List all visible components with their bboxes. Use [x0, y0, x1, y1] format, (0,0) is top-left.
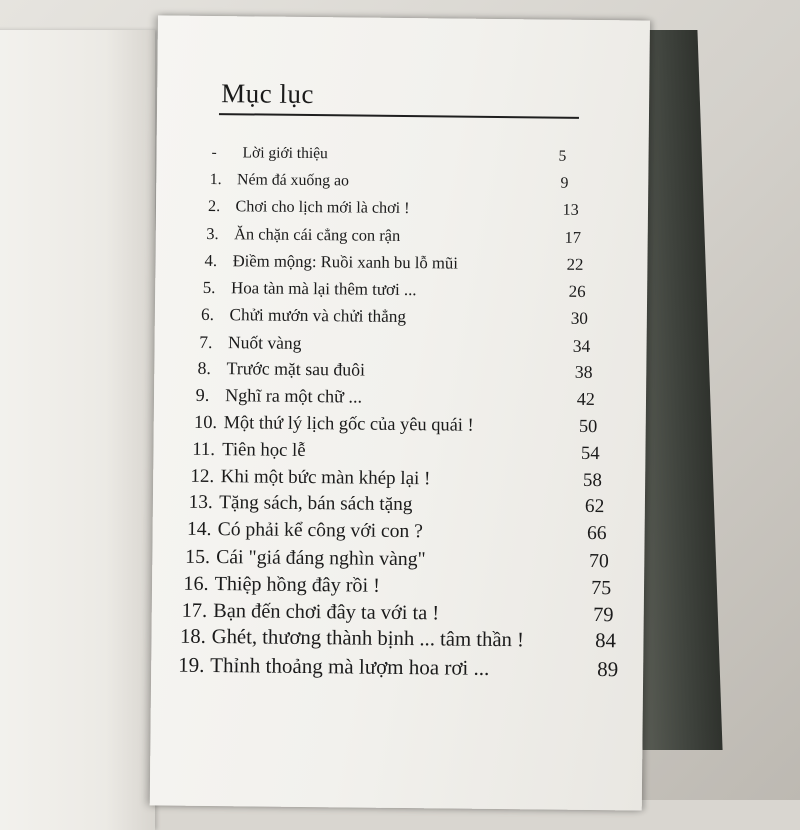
toc-entry-title: Khi một bức màn khép lại !: [220, 465, 431, 489]
toc-entry-page-number: 79: [593, 603, 614, 626]
toc-entry-number: 4.: [204, 251, 218, 271]
facing-page: [0, 30, 155, 830]
toc-entry-page-number: 34: [572, 335, 591, 356]
toc-entry-page-number: 26: [568, 281, 586, 301]
toc-entry-number: 19.: [178, 652, 205, 678]
toc-entry-page-number: 70: [588, 549, 609, 573]
page-title: Mục lục: [221, 78, 315, 110]
toc-entry-page-number: 54: [580, 442, 600, 464]
toc-entry-number: 1.: [209, 170, 222, 188]
toc-entry-title: Tiên học lễ: [222, 438, 306, 461]
toc-entry-number: 12.: [190, 465, 215, 487]
toc-entry-page-number: 84: [595, 630, 616, 653]
toc-entry-number: 3.: [206, 224, 219, 244]
title-underline: [219, 113, 579, 119]
toc-entry-number: 13.: [188, 492, 213, 514]
toc-entry-page-number: 5: [558, 147, 567, 165]
toc-entry-title: Chửi mướn và chửi thẳng: [229, 304, 407, 326]
toc-entry-page-number: 50: [578, 415, 598, 437]
toc-entry-page-number: 22: [566, 254, 584, 275]
toc-entry-page-number: 62: [584, 496, 605, 518]
toc-entry-number: 14.: [186, 518, 212, 541]
toc-entry-page-number: 58: [582, 469, 603, 491]
toc-entry-number: 15.: [185, 545, 211, 568]
toc-entry-title: Tặng sách, bán sách tặng: [219, 492, 413, 516]
toc-entry-number: 7.: [199, 331, 213, 352]
toc-entry-page-number: 17: [564, 228, 582, 248]
toc-entry-page-number: 13: [562, 201, 579, 219]
toc-entry-title: Nuốt vàng: [227, 331, 302, 353]
toc-page: [150, 15, 650, 810]
toc-entry-title: Trước mặt sau đuôi: [226, 358, 366, 381]
toc-entry-number: -: [211, 143, 217, 162]
toc-entry-title: Chơi cho lịch mới là chơi !: [235, 197, 410, 217]
toc-entry-page-number: 75: [591, 576, 612, 599]
toc-entry-page-number: 9: [560, 174, 569, 192]
toc-entry-number: 5.: [202, 277, 216, 298]
toc-entry-page-number: 38: [574, 362, 593, 383]
toc-entry-page-number: 30: [570, 308, 589, 328]
toc-entry-title: Thỉnh thoảng mà lượm hoa rơi ...: [210, 653, 490, 681]
toc-entry-number: 17.: [181, 599, 208, 622]
toc-entry-number: 9.: [195, 385, 210, 406]
toc-entry-title: Điềm mộng: Ruồi xanh bu lỗ mũi: [232, 251, 459, 273]
toc-entry-title: Bạn đến chơi đây ta với ta !: [213, 599, 440, 624]
toc-entry-title: Lời giới thiệu: [242, 144, 328, 163]
toc-entry-title: Ăn chặn cái cẳng con rận: [234, 224, 401, 246]
toc-entry-number: 16.: [183, 572, 209, 595]
toc-entry-title: Một thứ lý lịch gốc của yêu quái !: [223, 412, 474, 435]
toc-entry-number: 2.: [208, 197, 221, 215]
toc-entry-page-number: 42: [576, 389, 596, 410]
toc-entry-title: Ghét, thương thành bịnh ... tâm thần !: [211, 626, 525, 652]
toc-entry-title: Hoa tàn mà lại thêm tươi ...: [230, 278, 417, 300]
toc-entry-number: 6.: [200, 304, 215, 324]
toc-entry-number: 11.: [192, 438, 216, 460]
toc-entry-number: 10.: [193, 411, 218, 433]
toc-entry-number: 18.: [179, 626, 206, 649]
toc-entry-title: Có phải kể công với con ?: [217, 519, 423, 543]
toc-entry-title: Cái "giá đáng nghìn vàng": [216, 546, 426, 571]
toc-entry-title: Nghĩ ra một chữ ...: [225, 385, 363, 407]
toc-entry-title: Thiệp hồng đây rồi !: [214, 572, 380, 597]
toc-entry-title: Ném đá xuống ao: [237, 171, 350, 190]
toc-entry-number: 8.: [197, 358, 211, 379]
toc-entry-page-number: 89: [597, 657, 619, 682]
toc-entry-page-number: 66: [586, 523, 607, 545]
